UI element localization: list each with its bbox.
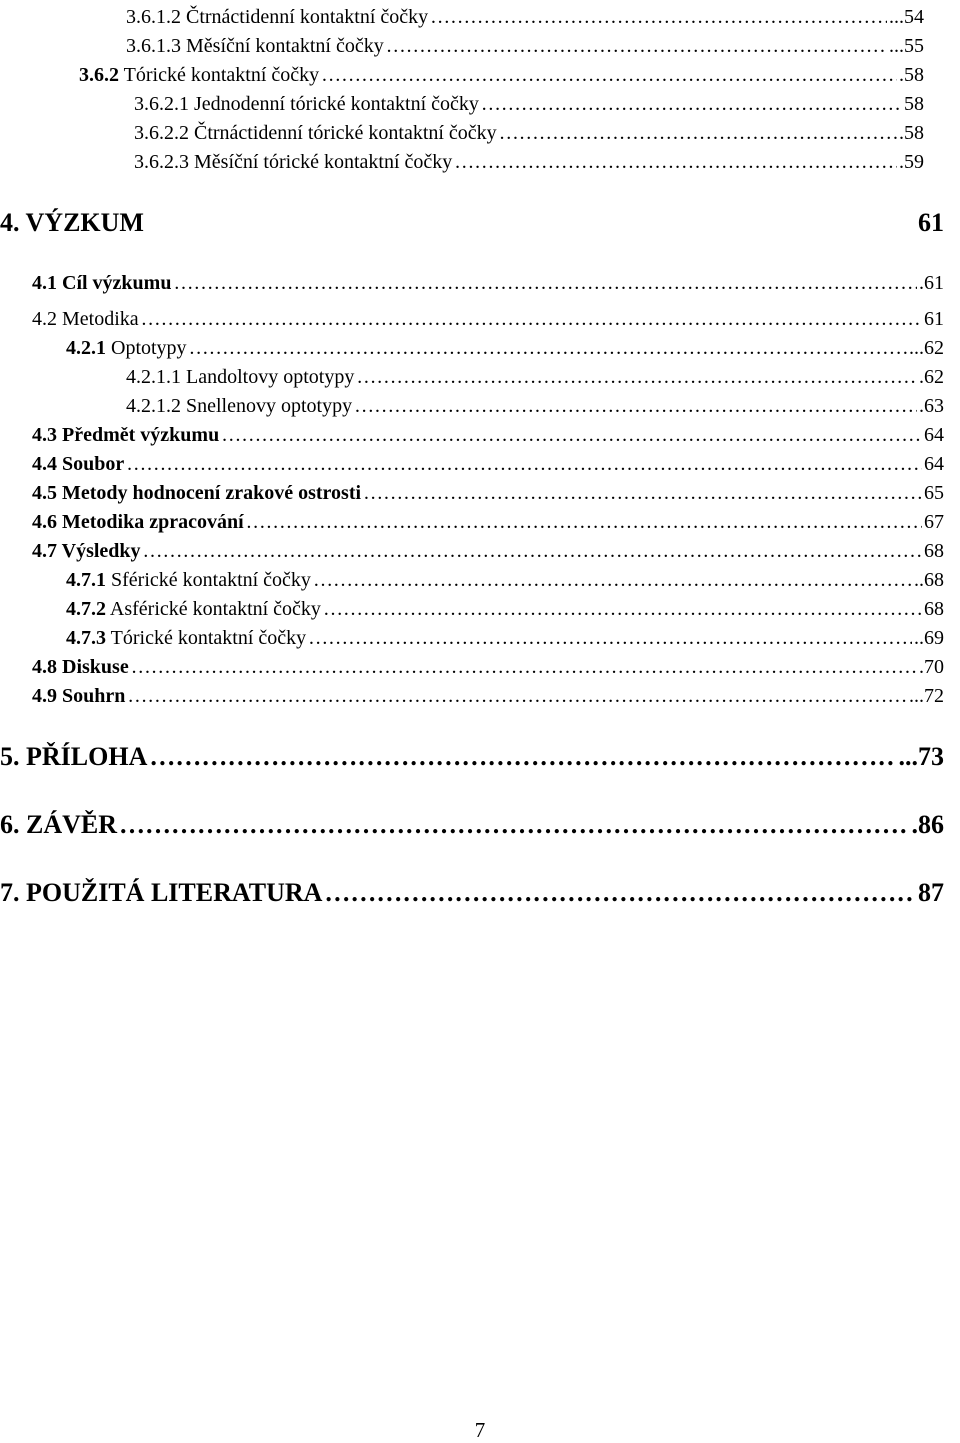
toc-entry-label <box>79 64 319 87</box>
dot-leader <box>356 366 917 389</box>
toc-entry-label: 4.2.1.1 Landoltovy optotypy <box>126 366 355 388</box>
dot-leader <box>363 482 922 505</box>
toc-entry-label: 4.8 Diskuse <box>32 656 129 678</box>
chapter-title: 7. POUŽITÁ LITERATURA <box>0 878 323 907</box>
toc-entry-label: 4.2.1.2 Snellenovy optotypy <box>126 395 353 417</box>
dot-leader <box>430 6 887 29</box>
toc-entry-label: 4.4 Soubor <box>32 453 125 475</box>
toc-entry <box>32 540 944 563</box>
dot-leader <box>323 598 922 621</box>
toc-entry <box>126 395 944 418</box>
dot-leader <box>126 453 922 476</box>
toc-entry-number: 4.7.2 <box>66 598 106 620</box>
toc-entry <box>79 64 924 87</box>
dot-leader <box>149 742 896 772</box>
dot-leader <box>173 272 917 295</box>
dot-leader <box>119 810 909 840</box>
toc-entry-page: ..68 <box>914 569 944 591</box>
toc-entry-title: Cíl výzkumu <box>57 272 172 294</box>
toc-entry-label: 3.6.2.2 Čtrnáctidenní tórické kontaktní čočky <box>134 122 497 144</box>
toc-chapter-heading <box>0 742 944 772</box>
toc-entry <box>32 272 944 295</box>
dot-leader <box>246 511 922 534</box>
dot-leader <box>321 64 897 87</box>
chapter-title: 6. ZÁVĚR <box>0 810 118 839</box>
toc-entry-page: 68 <box>924 598 944 620</box>
dot-leader <box>308 627 912 650</box>
toc-entry <box>134 93 924 116</box>
chapter-page: 61 <box>918 208 944 237</box>
toc-entry-title: Metodika <box>57 308 139 330</box>
toc-entry-label: 3.6.1.3 Měsíční kontaktní čočky <box>126 35 384 57</box>
dot-leader <box>131 656 917 679</box>
toc-entry-number: 4.1 <box>32 272 57 294</box>
toc-entry-page: .62 <box>919 366 944 388</box>
toc-entry-number: 4.7.1 <box>66 569 106 591</box>
toc-entry-page: .63 <box>919 395 944 417</box>
toc-entry-page: .61 <box>919 272 944 294</box>
toc-entry-title: Tórické kontaktní čočky <box>106 627 307 649</box>
toc-entry-label: 4.6 Metodika zpracování <box>32 511 244 533</box>
toc-entry-page: 64 <box>924 424 944 446</box>
toc-entry-page: .59 <box>899 151 924 173</box>
toc-entry-label: 4.9 Souhrn <box>32 685 126 707</box>
toc-entry <box>32 424 944 447</box>
toc-entry-label <box>32 308 139 331</box>
chapter-title: 4. VÝZKUM <box>0 208 144 237</box>
toc-entry <box>126 366 944 389</box>
dot-leader <box>143 540 922 563</box>
dot-leader <box>481 93 902 116</box>
toc-entry-number: 4.2 <box>32 308 57 330</box>
page-number: 7 <box>474 1418 486 1442</box>
toc-entry <box>66 627 944 650</box>
toc-entry-page: 68 <box>924 540 944 562</box>
toc-chapter-heading <box>0 810 944 840</box>
toc-entry <box>134 122 924 145</box>
toc-entry-page: 64 <box>924 453 944 475</box>
toc-entry <box>126 35 924 58</box>
toc-entry-title: Asférické kontaktní čočky <box>106 598 321 620</box>
toc-entry-label: 4.7 Výsledky <box>32 540 141 562</box>
toc-entry <box>66 569 944 592</box>
toc-entry-page: ...55 <box>889 35 924 57</box>
toc-entry-page: 58 <box>904 93 924 115</box>
dot-leader <box>386 35 887 58</box>
toc-entry-label <box>66 627 306 650</box>
toc-entry-title: Sférické kontaktní čočky <box>106 569 311 591</box>
dot-leader <box>313 569 912 592</box>
toc-entry-label <box>66 598 321 621</box>
toc-entry-label: 4.3 Předmět výzkumu <box>32 424 220 446</box>
toc-entry-label <box>32 272 171 295</box>
chapter-page: ...73 <box>898 742 944 771</box>
toc-entry-title: Optotypy <box>106 337 187 359</box>
toc-entry-page: ...54 <box>889 6 924 28</box>
toc-entry <box>32 656 944 679</box>
dot-leader <box>189 337 907 360</box>
toc-entry-page: .70 <box>919 656 944 678</box>
chapter-title: 5. PŘÍLOHA <box>0 742 148 771</box>
toc-entry <box>32 511 944 534</box>
toc-entry-label <box>66 337 187 360</box>
toc-entry-page: .58 <box>899 64 924 86</box>
toc-entry-page: 67 <box>924 511 944 533</box>
dot-leader <box>141 308 922 331</box>
toc-entry-label: 3.6.2.3 Měsíční tórické kontaktní čočky <box>134 151 453 173</box>
toc-chapter-heading <box>0 208 944 238</box>
dot-leader <box>324 878 916 908</box>
toc-entry-title: Tórické kontaktní čočky <box>119 64 320 86</box>
toc-entry <box>32 453 944 476</box>
dot-leader <box>499 122 897 145</box>
dot-leader <box>127 685 907 708</box>
toc-entry-number: 3.6.2 <box>79 64 119 86</box>
toc-chapter-heading <box>0 878 944 908</box>
toc-entry-label: 4.5 Metody hodnocení zrakové ostrosti <box>32 482 362 504</box>
toc-entry-page: ...62 <box>909 337 944 359</box>
toc-entry <box>126 6 924 29</box>
dot-leader <box>454 151 897 174</box>
toc-entry <box>32 685 944 708</box>
toc-entry <box>32 482 944 505</box>
toc-entry <box>66 337 944 360</box>
chapter-page: .86 <box>911 810 944 839</box>
dot-leader <box>221 424 922 447</box>
toc-entry-page: 61 <box>924 308 944 330</box>
toc-entry-page: .58 <box>899 122 924 144</box>
dot-leader <box>354 395 917 418</box>
toc-entry-page: ...72 <box>909 685 944 707</box>
toc-entry-label <box>66 569 311 592</box>
toc-entry-number: 4.2.1 <box>66 337 106 359</box>
toc-entry-page: ..69 <box>914 627 944 649</box>
toc-entry-page: 65 <box>924 482 944 504</box>
toc-entry-label: 3.6.2.1 Jednodenní tórické kontaktní čočky <box>134 93 479 115</box>
chapter-page: 87 <box>918 878 944 907</box>
toc-entry <box>134 151 924 174</box>
toc-entry <box>66 598 944 621</box>
toc-entry <box>32 308 944 331</box>
toc-entry-label: 3.6.1.2 Čtrnáctidenní kontaktní čočky <box>126 6 429 28</box>
toc-entry-number: 4.7.3 <box>66 627 106 649</box>
